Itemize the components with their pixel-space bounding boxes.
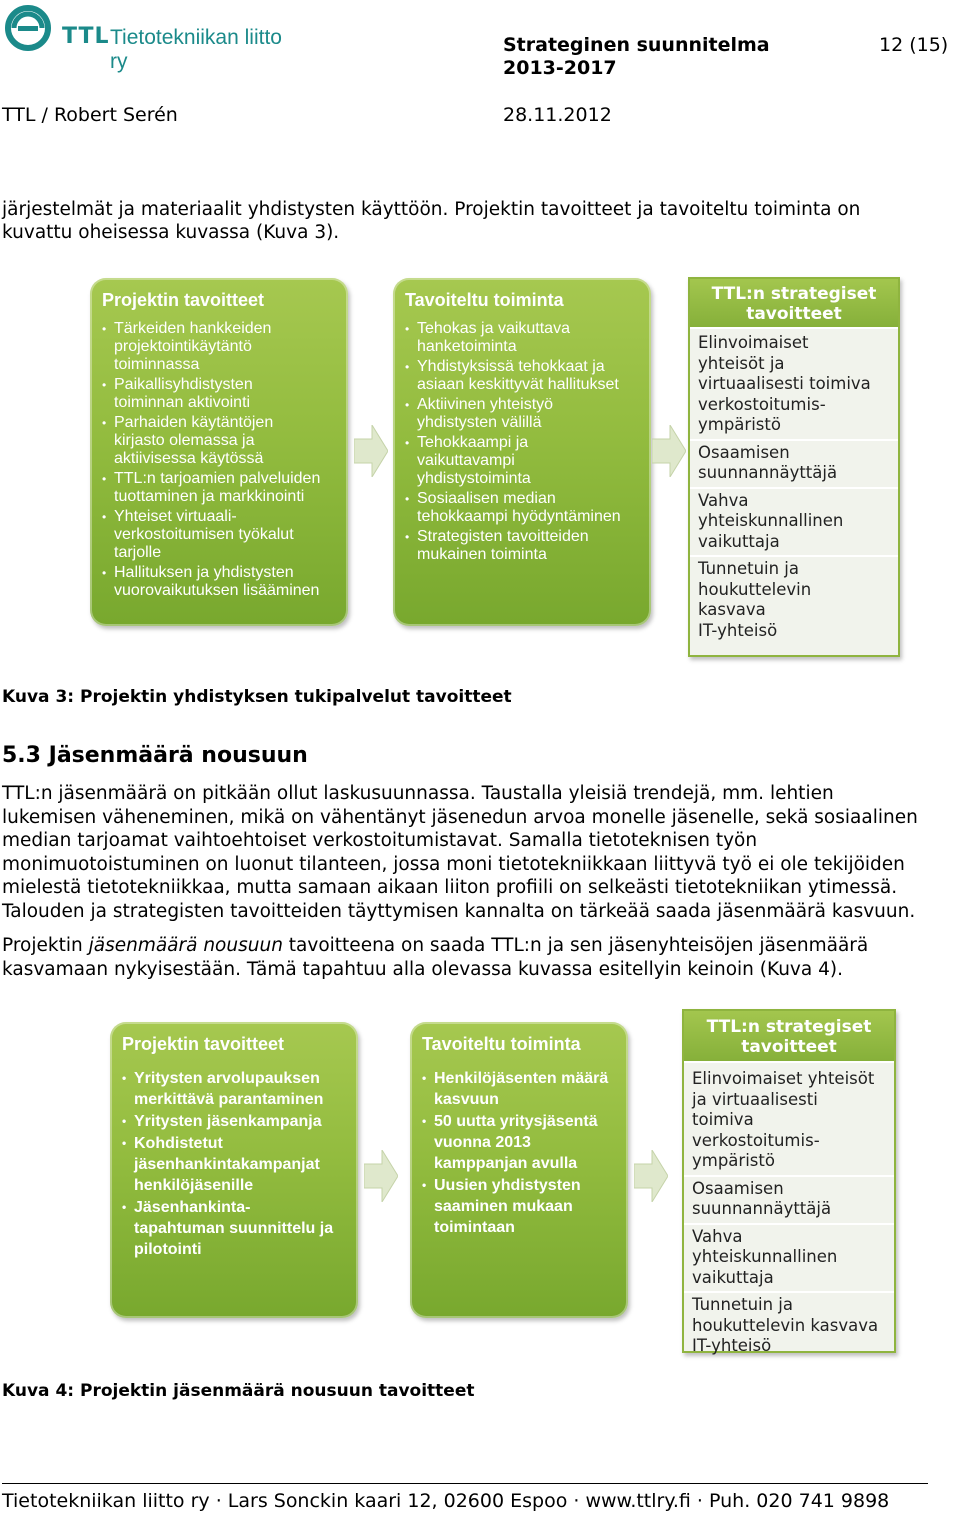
fig3-box1-title: Projektin tavoitteet — [102, 290, 265, 310]
fig4-box3-title: TTL:n strategiset tavoitteet — [684, 1011, 894, 1061]
fig4-strategy-box — [682, 1009, 896, 1353]
fig3-box3-title: TTL:n strategiset tavoitteet — [690, 279, 898, 327]
list-item: Vahva yhteiskunnallinen vaikuttaja — [684, 1223, 894, 1292]
section-p1-line5: mielestä tietotekniikkaa, mutta samaan aikaan liiton profiili on selkeästi tietotekniikan ytimessä. — [2, 877, 898, 898]
list-item: • Henkilöjäsenten määrä kasvuun — [422, 1068, 608, 1110]
fig4-box1-title: Projektin tavoitteet — [122, 1034, 285, 1054]
fig3-strategy-box — [688, 277, 900, 657]
fig3-caption: Kuva 3: Projektin yhdistyksen tukipalvelut tavoitteet — [2, 687, 512, 707]
list-item: • 50 uutta yritysjäsentä vuonna 2013 kamppanjan avulla — [422, 1111, 608, 1174]
fig4-arrow-right-icon-1 — [364, 1150, 398, 1202]
doc-date: 28.11.2012 — [503, 104, 612, 126]
fig3-box1-list — [102, 320, 320, 602]
list-item: • Hallituksen ja yhdistysten vuorovaikutuksen lisääminen — [102, 564, 320, 600]
section-p1-line2: lukemisen väheneminen, mikä on vähentänyt jäsenedun arvoa monelle jäsenelle, sekä sosiaalinen — [2, 806, 918, 828]
list-item: • Yhdistyksissä tehokkaat ja asiaan keskittyvät hallitukset — [405, 358, 621, 394]
list-item: • Parhaiden käytäntöjen kirjasto olemassa ja aktiivisessa käytössä — [102, 414, 320, 468]
list-item: • Kohdistetut jäsenhankintakampanjat henkilöjäsenille — [122, 1133, 333, 1196]
fig3-project-goals-box — [90, 278, 348, 626]
fig3-box2-list — [405, 320, 621, 566]
p2-project-name: jäsenmäärä nousuun — [88, 935, 283, 956]
doc-title-line2: 2013-2017 — [503, 57, 617, 79]
list-item: • Paikallisyhdistysten toiminnan aktivointi — [102, 376, 320, 412]
list-item: • Tehokas ja vaikuttava hanketoiminta — [405, 320, 621, 356]
list-item: Elinvoimaiset yhteisöt ja virtuaalisesti toimiva verkostoitumis- ympäristö — [684, 1061, 894, 1175]
list-item: • Sosiaalisen median tehokkaampi hyödyntäminen — [405, 490, 621, 526]
section-heading: 5.3 Jäsenmäärä nousuun — [2, 743, 308, 768]
p2-text-b: tavoitteena on saada TTL:n ja sen jäsenyhteisöjen jäsenmäärä — [282, 935, 869, 956]
list-item: Tunnetuin ja houkuttelevin kasvava IT-yhteisö — [684, 1291, 894, 1360]
section-p1-line6: Talouden ja strategisten tavoitteiden täyttymisen kannalta on tärkeää saada jäsenmäärä kasvuun. — [2, 900, 916, 922]
list-item: • Jäsenhankinta- tapahtuman suunnittelu ja pilotointi — [122, 1197, 333, 1260]
ttl-logo-mark-icon — [4, 4, 52, 52]
list-item: • Uusien yhdistysten saaminen mukaan toimintaan — [422, 1175, 608, 1238]
list-item: Osaamisen suunnannäyttäjä — [690, 439, 898, 487]
logo-text-ttl: TTL — [62, 24, 110, 49]
fig3-arrow-right-icon-1 — [354, 425, 388, 477]
fig4-caption: Kuva 4: Projektin jäsenmäärä nousuun tavoitteet — [2, 1381, 475, 1401]
list-item: Vahva yhteiskunnallinen vaikuttaja — [690, 487, 898, 556]
list-item: • Tehokkaampi ja vaikuttavampi yhdistystoiminta — [405, 434, 621, 488]
list-item: • Aktiivinen yhteistyö yhdistysten välillä — [405, 396, 621, 432]
fig4-box1-list — [122, 1068, 333, 1261]
fig3-box2-title: Tavoiteltu toiminta — [405, 290, 564, 310]
page-number: 12 (15) — [879, 34, 949, 56]
fig4-box2-list — [422, 1068, 608, 1239]
intro-line1: järjestelmät ja materiaalit yhdistysten käyttöön. Projektin tavoitteet ja tavoiteltu toiminta on — [2, 199, 861, 220]
fig4-box2-title: Tavoiteltu toiminta — [422, 1034, 581, 1054]
author: TTL / Robert Serén — [2, 104, 178, 126]
ttl-logo — [4, 4, 304, 73]
list-item: Osaamisen suunnannäyttäjä — [684, 1175, 894, 1223]
doc-title-line1: Strateginen suunnitelma — [503, 34, 770, 56]
list-item: • Yritysten arvolupauksen merkittävä parantaminen — [122, 1068, 333, 1110]
fig4-target-activity-box — [410, 1022, 628, 1318]
fig4-arrow-right-icon-2 — [634, 1150, 668, 1202]
intro-line2: kuvattu oheisessa kuvassa (Kuva 3). — [2, 222, 340, 243]
footer-divider — [2, 1483, 928, 1484]
footer-text: Tietotekniikan liitto ry · Lars Sonckin kaari 12, 02600 Espoo · www.ttlry.fi · Puh. 020 741 9898 — [2, 1490, 890, 1512]
list-item: Tunnetuin ja houkuttelevin kasvava IT-yhteisö — [690, 555, 898, 644]
section-p2-line1 — [2, 934, 868, 958]
list-item: • Tärkeiden hankkeiden projektointikäytäntö toiminnassa — [102, 320, 320, 374]
list-item: • Yritysten jäsenkampanja — [122, 1111, 333, 1132]
list-item: • TTL:n tarjoamien palveluiden tuottaminen ja markkinointi — [102, 470, 320, 506]
logo-text-name: Tietotekniikan liitto ry — [110, 26, 282, 73]
section-p1-line4: monimuotoistuminen on luonut tilanteen, jossa moni tietotekniikkaan liittyvä työ ei ole tekijöiden — [2, 853, 905, 875]
list-item: • Strategisten tavoitteiden mukainen toiminta — [405, 528, 621, 564]
fig4-project-goals-box — [110, 1022, 358, 1318]
section-p1-line1: TTL:n jäsenmäärä on pitkään ollut laskusuunnassa. Taustalla yleisiä trendejä, mm. lehtien — [2, 783, 834, 804]
list-item: • Yhteiset virtuaali- verkostoitumisen työkalut tarjolle — [102, 508, 320, 562]
section-p1-line3: median tarjoamat vaihtoehtoiset verkostoitumistavat. Samalla tietoteknisen työn — [2, 830, 758, 851]
fig3-target-activity-box — [393, 278, 651, 626]
p2-text-a: Projektin — [2, 935, 89, 956]
list-item: Elinvoimaiset yhteisöt ja virtuaalisesti toimiva verkostoitumis- ympäristö — [690, 327, 898, 439]
section-p2-line2: kasvamaan nykyisestään. Tämä tapahtuu alla olevassa kuvassa esitellyin keinoin (Kuva 4). — [2, 958, 843, 980]
fig3-arrow-right-icon-2 — [652, 425, 686, 477]
